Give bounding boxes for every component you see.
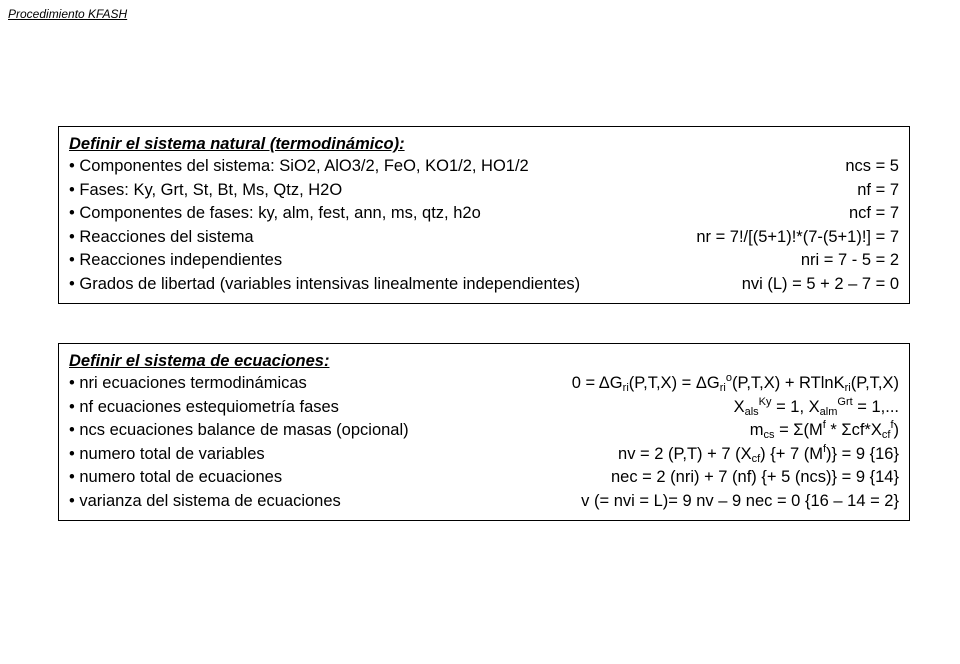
list-item: [69, 396, 899, 420]
row-label: • numero total de ecuaciones: [69, 468, 283, 486]
row-value: nvi (L) = 5 + 2 – 7 = 0: [741, 274, 899, 293]
list-item: [69, 443, 899, 467]
row-formula: $X_{als}^{Ky} = 1$, $X_{alm}^{Grt} = 1$,...: [733, 395, 899, 418]
row-value: ncs = 5: [845, 157, 899, 175]
list-item: [69, 490, 899, 514]
list-item: [69, 466, 899, 490]
row-label: • Reacciones independientes: [69, 251, 283, 269]
row-label: • ncs ecuaciones balance de masas (opcional): [69, 421, 409, 439]
row-value: ncf = 7: [849, 204, 899, 222]
row-label: • Componentes de fases: ky, alm, fest, ann, ms, qtz, h2o: [69, 204, 481, 222]
list-item: [69, 226, 899, 250]
equation-system-title: Definir el sistema de ecuaciones:: [69, 352, 330, 370]
list-item: [69, 419, 899, 443]
row-formula: v (= nvi = L)= 9 nv – 9 nec = 0 {16 – 14 = 2}: [581, 491, 899, 510]
natural-system-box: [58, 126, 910, 304]
row-label: • varianza del sistema de ecuaciones: [69, 491, 341, 510]
row-value: nr = 7!/[(5+1)!*(7-(5+1)!] = 7: [696, 227, 899, 246]
row-label: • numero total de variables: [69, 444, 265, 463]
row-formula: nec = 2 (nri) + 7 (nf) {+ 5 (ncs)} = 9 {14}: [610, 468, 899, 486]
row-value: nri = 7 - 5 = 2: [800, 251, 899, 269]
row-label: • Fases: Ky, Grt, St, Bt, Ms, Qtz, H2O: [69, 180, 343, 199]
page-header: Procedimiento KFASH: [8, 7, 128, 21]
natural-system-title: Definir el sistema natural (termodinámico):: [69, 135, 405, 153]
equation-system-box: [58, 343, 910, 521]
row-label: • Reacciones del sistema: [69, 227, 254, 246]
row-value: nf = 7: [857, 180, 899, 199]
row-label: • nf ecuaciones estequiometría fases: [69, 397, 339, 416]
list-item: [69, 179, 899, 203]
row-formula: $0 = \Delta G_{ri}(P,T,X) = \Delta G_{ri}^o(P,T,X) + RTlnK_{ri}(P,T,X)$: [571, 372, 899, 394]
row-label: • nri ecuaciones termodinámicas: [69, 374, 307, 392]
list-item: [69, 372, 899, 396]
row-label: • Componentes del sistema: SiO2, AlO3/2, FeO, KO1/2, HO1/2: [69, 157, 529, 175]
row-formula: $m_{cs} = \Sigma(M^f * \Sigma cf*X_{cf}^f)$: [749, 419, 899, 441]
row-label: • Grados de libertad (variables intensivas linealmente independientes): [69, 274, 581, 293]
list-item: [69, 273, 899, 297]
row-formula: nv = 2 (P,T) + 7 $(X_{cf})$ {+ 7 $(M^f)\} = 9$ {16}: [618, 442, 899, 465]
list-item: [69, 155, 899, 179]
list-item: [69, 202, 899, 226]
list-item: [69, 249, 899, 273]
